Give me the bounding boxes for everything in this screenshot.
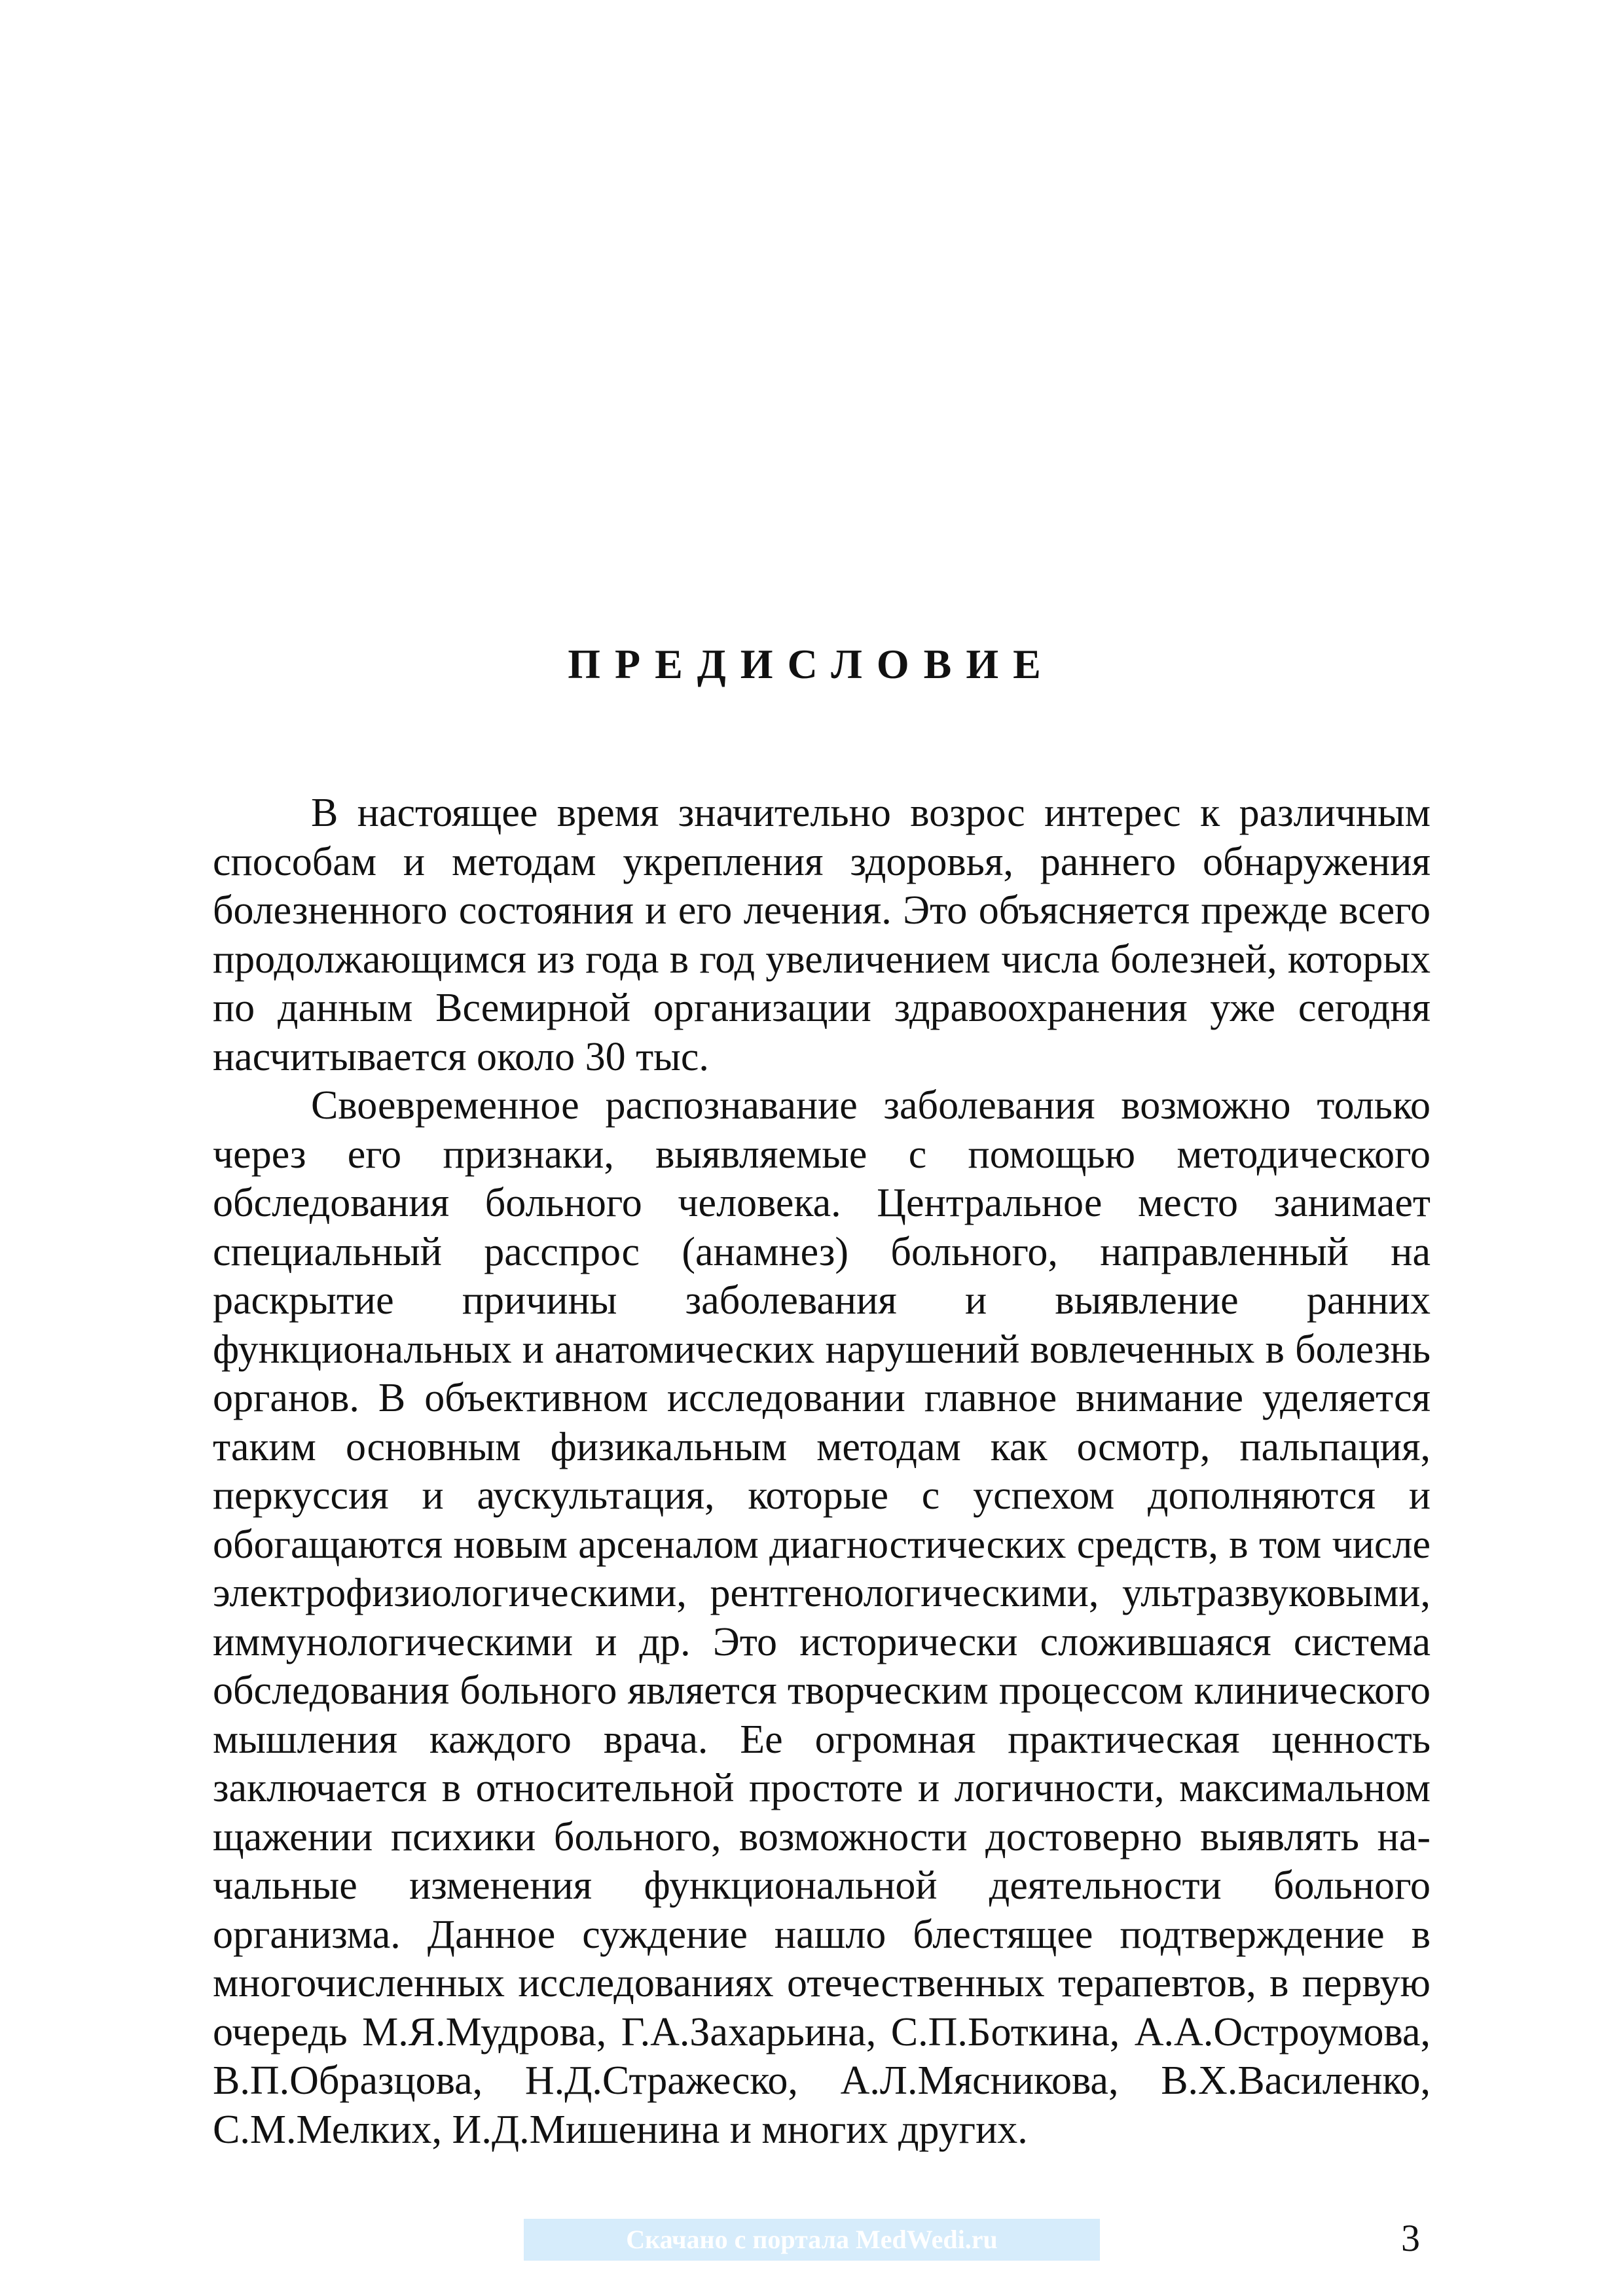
page-title: ПРЕДИСЛОВИЕ [568,641,1055,687]
paragraph-2: Своевременное распознавание заболевания возможно только через его признаки, выявляемые с помощью методического обследования больного человека. Центральное место занимает специальный расспрос (анамнез) больного, направленный на раскрытие причины заболевания и выявление ранних функциональных и анатомических нарушений вовлеченных в болезнь органов. В объективном исследовании главное внимание уделяется таким основным физикальным методам как осмотр, пальпация, перкуссия и аускультация, которые с успехом дополняются и обогащаются новым арсеналом диагностических средств, в том числе электрофизиологическими, рентгенологическими, ультразвуковыми, иммунологическими и др. Это исторически сложившаяся система обследования больного является творческим процессом клинического мышления каждого врача. Ее огромная практическая ценность заключается в относительной простоте и логичности, максимальном щажении психики больного, возможности достоверно выявлять начальные изменения функциональной деятельности больного организма. Данное суждение нашло блестящее подтверждение в многочисленных исследованиях отечественных терапевтов, в первую очередь М.Я.Мудрова, Г.А.Захарьина, С.П.Боткина, А.А.Остроумова, В.П.Образцова, Н.Д.Стражеско, А.Л.Мясникова, В.Х.Василенко, С.М.Мелких, И.Д.Мишенина и многих других. [213,1083,1431,2152]
paragraph-1: В настоящее время значительно возрос интерес к различным способам и методам укрепления здоровья, раннего обнаружения болезненного состояния и его лечения. Это объясняется прежде всего продолжающимся из года в год увеличением числа болезней, которых по данным Всемирной организации здравоохранения уже сегодня насчитывается около 30 тыс. [213,791,1431,1079]
body-text [213,789,1431,2154]
page-number: 3 [1401,2217,1420,2259]
source-watermark: Скачано с портала MedWedi.ru [524,2219,1100,2261]
